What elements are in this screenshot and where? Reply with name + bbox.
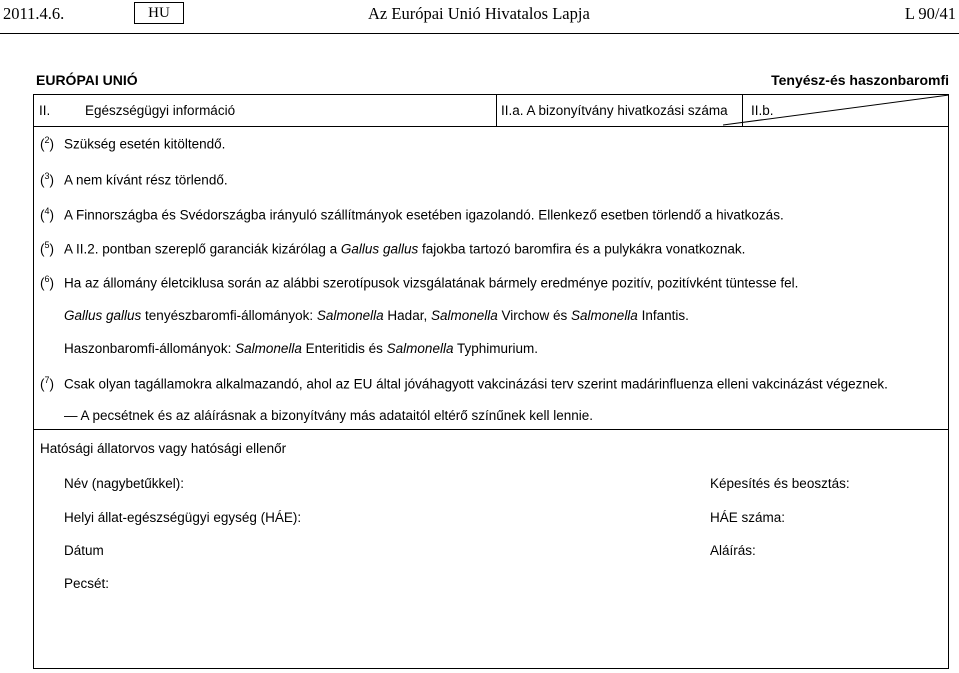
section-divider: [33, 429, 949, 430]
footnote-5: ($^5$) A II.2. pontban szereplő garanciák kizárólag a Gallus gallus fajokba tartozó baromfira és a pulykákra vonatkoznak.: [40, 240, 746, 257]
signature-label: Aláírás:: [710, 543, 756, 558]
footnote-4: ($^4$) A Finnországba és Svédországba irányuló szállítmányok esetében igazolandó. Ellenkező esetben törlendő a hivatkozás.: [40, 206, 784, 223]
stamp-colour-note: — A pecsétnek és az aláírásnak a bizonyítvány más adataitól eltérő színűnek kell lennie.: [64, 408, 594, 423]
header-rule: [0, 33, 959, 34]
part-number: II.: [39, 103, 51, 118]
page-header: [0, 0, 959, 36]
diagonal-strike: [723, 94, 949, 127]
date-label: Dátum: [64, 543, 104, 558]
signature-heading: Hatósági állatorvos vagy hatósági ellenőr: [40, 441, 287, 456]
footnote-3: ($^3$) A nem kívánt rész törlendő.: [40, 171, 228, 188]
name-label: Név (nagybetűkkel):: [64, 476, 185, 491]
ref-b-cell: II.b.: [751, 103, 774, 118]
organization-title: EURÓPAI UNIÓ: [36, 72, 138, 88]
page-number: L 90/41: [904, 4, 956, 23]
serotype-production-line: Haszonbaromfi-állományok: Salmonella Enteritidis és Salmonella Typhimurium.: [64, 341, 538, 356]
certificate-category: Tenyész-és haszonbaromfi: [771, 72, 949, 88]
footnote-6: ($^6$) Ha az állomány életciklusa során az alábbi szerotípusok vizsgálatának bármely eredménye pozitív, pozitívként tüntesse fel.: [40, 274, 799, 291]
part-title-cell: [33, 94, 497, 127]
vet-unit-label: Helyi állat-egészségügyi egység (HÁE):: [64, 510, 302, 525]
qualification-label: Képesítés és beosztás:: [710, 476, 850, 491]
stamp-label: Pecsét:: [64, 576, 110, 591]
vet-unit-number-label: HÁE száma:: [710, 510, 786, 525]
part-title: Egészségügyi információ: [85, 103, 236, 118]
journal-title: Az Európai Unió Hivatalos Lapja: [368, 4, 590, 23]
footnote-7: ($^7$) Csak olyan tagállamokra alkalmazandó, ahol az EU által jóváhagyott vakcinázási terv szerint madárinfluenza elleni vakcinázást végeznek.: [40, 375, 888, 392]
reference-number-cell: II.a. A bizonyítvány hivatkozási száma: [497, 94, 743, 127]
serotype-breeding-line: Gallus gallus tenyészbaromfi-állományok: Salmonella Hadar, Salmonella Virchow és Salmonella Infantis.: [64, 308, 689, 323]
publication-date: 2011.4.6.: [3, 4, 65, 23]
footnote-2: ($^2$) Szükség esetén kitöltendő.: [40, 135, 226, 152]
language-code-box: HU: [134, 2, 184, 24]
